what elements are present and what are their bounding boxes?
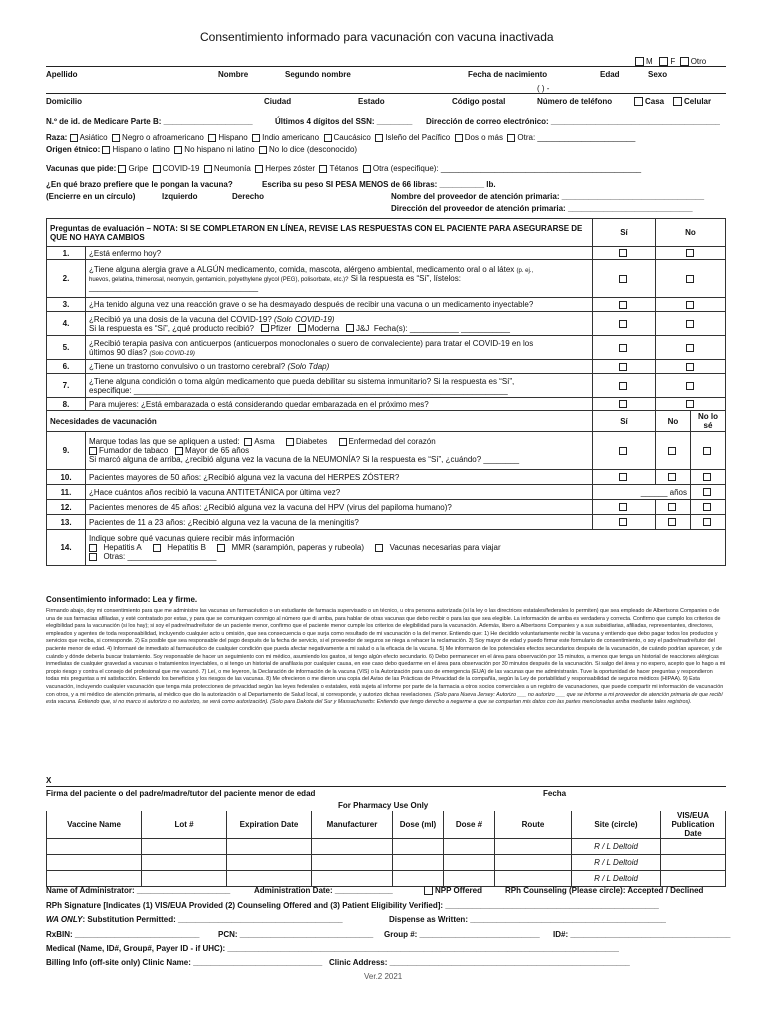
question-2 (86, 260, 593, 298)
q4-product-text: Si la respuesta es “Sí”, ¿qué producto recibió? (89, 323, 254, 333)
checkbox-icon (70, 134, 78, 142)
col-dose-num: Dose # (444, 811, 495, 839)
table-row (47, 398, 726, 411)
sex-options (635, 57, 706, 66)
rxbin-field[interactable]: RxBIN: ____________________________ (46, 930, 200, 939)
checkbox-icon (89, 447, 97, 455)
q6-no-checkbox[interactable] (656, 360, 726, 374)
col-manufacturer: Manufacturer (312, 811, 393, 839)
q4-dates-field[interactable]: Fecha(s): ___________ ___________ (373, 323, 510, 333)
signature-line[interactable] (46, 786, 726, 787)
checkbox-icon (619, 503, 627, 511)
origen-hispano-checkbox[interactable]: Hispano o latino (102, 145, 169, 154)
pharmacy-title: For Pharmacy Use Only (338, 801, 429, 810)
question-12: Pacientes menores de 45 años: ¿Recibió alguna vez la vacuna del HPV (virus del papiloma humano)? (86, 500, 593, 515)
page-title: Consentimiento informado para vacunación con vacuna inactivada (200, 30, 554, 44)
substitution-field[interactable]: : Substitution Permitted: _____________________________________ (82, 915, 343, 924)
q4-text: ¿Recibió ya una dosis de la vacuna del COVID-19? (89, 314, 272, 324)
q2-text: ¿Tiene alguna alergia grave a ALGÚN medicamento, comida, mascota, alérgeno ambiental, medicamento oral o al látex (89, 265, 515, 274)
q5-note: (Solo COVID-19) (149, 350, 195, 357)
table-row (47, 500, 726, 515)
cell[interactable] (661, 871, 726, 887)
version-label: Ver.2 2021 (364, 972, 403, 981)
pharmacy-header-row (47, 811, 726, 839)
consent-state-notes: (Solo para Nueva Jersey: Autorizo ___ no autorizo ___ que se informe a mi proveedor de atención primaria de que recibí esta vacuna. Entiendo que, si no marco si autorizo o no autorizo, se verá como autorización). (Solo para Dakota del Sur y Massachusetts: Entiendo que tengo derecho a negarme a que se compartan mis datos con las partes mencionadas arriba mediante tales registros). (46, 691, 723, 706)
proveedor-dir-field[interactable]: Dirección del proveedor de atención primaria: ____________________________ (391, 204, 693, 213)
checkbox-icon (703, 518, 711, 526)
q4-jj-checkbox[interactable]: J&J (346, 324, 369, 333)
checkbox-icon (668, 503, 676, 511)
checkbox-icon (668, 473, 676, 481)
raza-indio-checkbox[interactable]: Indio americano (252, 133, 319, 142)
q6-note: (Solo Tdap) (287, 362, 330, 371)
raza-negro-checkbox[interactable]: Negro o afroamericano (112, 133, 204, 142)
site-cell[interactable]: R / L Deltoid (572, 855, 661, 871)
question-number: 2. (47, 260, 86, 298)
q6-si-checkbox[interactable] (593, 360, 656, 374)
brazo-question: ¿En qué brazo prefiere que le pongan la vacuna? (46, 180, 233, 189)
question-11: ¿Hace cuántos años recibió la vacuna ANTITETÁNICA por última vez? (86, 485, 593, 500)
sex-otro-checkbox[interactable]: Otro (680, 57, 707, 66)
administrator-field[interactable]: Name of Administrator: _____________________ (46, 886, 231, 895)
table-row (47, 247, 726, 260)
checkbox-icon (102, 146, 110, 154)
checkbox-icon (619, 344, 627, 352)
fecha-nac-label: Fecha de nacimiento (468, 70, 548, 79)
col-no: No (656, 219, 726, 247)
q9-tabaco-checkbox[interactable]: Fumador de tabaco (89, 446, 168, 455)
site-cell[interactable]: R / L Deltoid (572, 871, 661, 887)
ciudad-label: Ciudad (264, 97, 292, 106)
needs-header: Necesidades de vacunación (47, 411, 593, 432)
col-vis-date: VIS/EUA Publication Date (661, 811, 726, 839)
col-route: Route (495, 811, 572, 839)
q13-no-checkbox[interactable] (656, 515, 691, 530)
table-row (47, 470, 726, 485)
id-field[interactable]: ID#: ____________________________________ (553, 930, 731, 939)
question-5 (86, 336, 593, 360)
q9-nolose-checkbox[interactable] (691, 432, 726, 470)
group-field[interactable]: Group #: ___________________________ (384, 930, 540, 939)
clinic-address-field[interactable]: Clinic Address: ______________________________________________________ (329, 958, 630, 967)
question-number: 8. (47, 398, 86, 411)
table-row (47, 530, 726, 566)
checkbox-icon (686, 301, 694, 309)
cell[interactable] (47, 839, 142, 855)
question-9 (86, 432, 593, 470)
question-6 (86, 360, 593, 374)
q7-no-checkbox[interactable] (656, 374, 726, 398)
col-expiration: Expiration Date (227, 811, 312, 839)
question-3: ¿Ha tenido alguna vez una reacción grave o se ha desmayado después de recibir una vacuna o un medicamento inyectable? (86, 298, 593, 312)
q2-eg: (p. ej., (516, 268, 534, 274)
estado-label: Estado (358, 97, 385, 106)
q11-nolose-checkbox[interactable] (691, 485, 726, 500)
checkbox-icon (174, 146, 182, 154)
raza-otra-checkbox[interactable]: Otra: ______________________ (507, 133, 635, 142)
q9-diabetes-checkbox[interactable]: Diabetes (286, 437, 328, 446)
counseling-field[interactable] (505, 886, 703, 895)
cell[interactable] (444, 871, 495, 887)
raza-label: Raza: (46, 133, 68, 142)
consent-body: Firmando abajo, doy mi consentimiento para que me administre las vacunas un farmacéutico o un estudiante de farmacia supervisado o un técnico, u otra persona autorizada (si la ley o las directrices estatales/federales lo permiten) que sea empleado de Albertsons Companies o de una de sus farmacias afiliadas, y esté contratado por estas, y para que se comuniquen conmigo al número que di arriba, para hablar de otras vacunas que debo recibir o para las que sea elegible. La información de arriba es verdadera y correcta. Confirmo que cumplo los criterios de elegibilidad para la vacunación (si los hay); si soy el padre/madre/tutor de un paciente menor, confirmo que el paciente menor cumple los criterios de elegibilidad para la vacunación. Además, libero a Albertsons Companies y a sus subsidiarias, afiliadas, representantes, directores, empleados y agentes de toda responsabilidad, incluyendo cualquier acto u omisión, que sea consecuencia o que surja como resultado de mi vacunación o la del menor. Entiendo que: 1) He decidido voluntariamente recibir la vacuna y entiendo que debo pagar todos los productos y servicios que reciba, si corresponde. 2) Es posible que sea responsable del pago después de la fecha de servicio, si el proveedor de seguros se niega a rehacer la reclamación. 3) Soy mayor de edad y puedo firmar este formulario de consentimiento, o soy el padre/madre/tutor del paciente menor de edad. 4) Informaré de inmediato al farmacéutico de cualquier condición que pueda afectar negativamente a mi salud o a la eficacia de la vacuna. 5) Me informaron de los potenciales efectos secundarios después de la vacunación, de cuándo podrían aparecer, y de cuándo y dónde debería buscar tratamiento. Soy responsable de hacer un seguimiento con mi médico, asumiendo los gastos, si tengo algún efecto secundario. 6) Debo permanecer en el área para observación por 15 minutos, a menos que tenga un historial de reacciones alérgicas inmediatas de cualquier gravedad a vacunas o tratamientos inyectables, o si tengo un historial de anafilaxia por cualquier causa, en ese caso debo quedarme en el área para observación por 30 minutos después de la vacunación. Si salgo del área y no espero, acepto que lo hago a mi propio riesgo y contra el consejo del profesional que me vacunó. 7) Leí, o me leyeron, la Declaración de información de la vacuna (VIS) o la Autorización para uso de emergencia (EUA) de las vacunas que me administrarán. Tuve la oportunidad de hacer preguntas y respondieron todas mis preguntas a mi satisfacción. Entiendo los beneficios y los riesgos de las vacunas. 8) Me ofrecieron o me dieron una copia del Aviso de las Prácticas de Privacidad de la compañía, según la Ley de portabilidad y responsabilidad de seguros médicos (HIPAA). 9) Esta vacunación, incluyendo cualquier vacunación que tenga más protecciones de privacidad según las leyes federales o estatales, está sujeta al informe por parte de la farmacia a otros socios comerciales a un registro de vacunaciones, que puede compartir mi información de vacunación con otros, y a mi médico de atención primaria, al médico que dio la autorización o al Departamento de Salud local, si corresponde, y autorizo dichas revelaciones. (46, 608, 726, 698)
question-8: Para mujeres: ¿Está embarazada o está considerando quedar embarazada en el próximo mes? (86, 398, 593, 411)
nombre-label: Nombre (218, 70, 249, 79)
q10-nolose-checkbox[interactable] (691, 470, 726, 485)
q3-si-checkbox[interactable] (593, 298, 656, 312)
cell[interactable] (495, 871, 572, 887)
q2-if-yes: Si la respuesta es “Sí”, lístelos: (350, 274, 461, 283)
table-row (47, 336, 726, 360)
checkbox-icon (363, 165, 371, 173)
vacunas-row (46, 164, 641, 173)
question-10: Pacientes mayores de 50 años: ¿Recibió alguna vez la vacuna del HERPES ZÓSTER? (86, 470, 593, 485)
checkbox-icon (375, 544, 383, 552)
cell[interactable] (393, 839, 444, 855)
pharmacy-table (46, 811, 726, 887)
table-row (47, 312, 726, 336)
vacuna-neumonia-checkbox[interactable]: Neumonía (204, 164, 251, 173)
checkbox-icon (703, 473, 711, 481)
q2-no-checkbox[interactable] (656, 260, 726, 298)
rph-signature-field[interactable]: RPh Signature [Indicates (1) VIS/EUA Provided (2) Counseling Offered and (3) Patient Eligibility Verified]: ________________________________________________ (46, 901, 659, 910)
q14-otras-checkbox[interactable]: Otras: ____________________ (89, 552, 216, 561)
q7-answer-field[interactable]: especifique: ____________________________________________________________________________________ (89, 385, 508, 395)
checkbox-icon (424, 886, 433, 895)
cell[interactable] (661, 855, 726, 871)
q3-no-checkbox[interactable] (656, 298, 726, 312)
npp-checkbox[interactable]: NPP Offered (424, 886, 482, 895)
q1-no-checkbox[interactable] (656, 247, 726, 260)
telefono-label: Número de teléfono (537, 97, 613, 106)
segundo-nombre-label: Segundo nombre (285, 70, 351, 79)
question-number: 3. (47, 298, 86, 312)
vacuna-tetanos-checkbox[interactable]: Tétanos (319, 164, 358, 173)
raza-caucasico-checkbox[interactable]: Caucásico (324, 133, 371, 142)
vacuna-herpes-checkbox[interactable]: Herpes zóster (255, 164, 315, 173)
domicilio-label: Domicilio (46, 97, 83, 106)
checkbox-icon (619, 249, 627, 257)
checkbox-icon (619, 363, 627, 371)
cell[interactable] (661, 839, 726, 855)
q14-hepb-checkbox[interactable]: Hepatitis B (153, 543, 206, 552)
raza-isleno-checkbox[interactable]: Isleño del Pacífico (375, 133, 450, 142)
cell[interactable] (142, 871, 227, 887)
counseling-label: RPh Counseling (Please circle): Accepted / Declined (505, 886, 704, 895)
q9-mayor-checkbox[interactable]: Mayor de 65 años (175, 446, 249, 455)
site-cell[interactable]: R / L Deltoid (572, 839, 661, 855)
origen-nohispano-checkbox[interactable]: No hispano ni latino (174, 145, 254, 154)
q13-si-checkbox[interactable] (593, 515, 656, 530)
table-row (47, 839, 726, 855)
sex-f-checkbox[interactable]: F (659, 57, 675, 66)
wa-only-label: WA ONLY (46, 915, 83, 924)
signature-date-label: Fecha (543, 789, 567, 798)
table-row (47, 871, 726, 887)
question-number: 6. (47, 360, 86, 374)
q9-text: Marque todas las que se apliquen a usted: (89, 437, 240, 446)
cell[interactable] (227, 855, 312, 871)
checkbox-icon (244, 438, 252, 446)
cell[interactable] (444, 839, 495, 855)
q5-si-checkbox[interactable] (593, 336, 656, 360)
cell[interactable] (142, 855, 227, 871)
col-vaccine-name: Vaccine Name (47, 811, 142, 839)
billing-field[interactable]: Billing Info (off-site only) Clinic Name: _____________________________ (46, 958, 323, 967)
vacuna-otra-checkbox[interactable]: Otra (especifique): _____________________________________________ (363, 164, 641, 173)
q9-corazon-checkbox[interactable]: Enfermedad del corazón (339, 437, 436, 446)
q14-hepa-checkbox[interactable]: Hepatitis A (89, 543, 142, 552)
col-no-2: No (656, 411, 691, 432)
table-row (47, 260, 726, 298)
q2-si-checkbox[interactable] (593, 260, 656, 298)
question-number: 13. (47, 515, 86, 530)
origen-label: Origen étnico: (46, 145, 101, 154)
sex-m-checkbox[interactable]: M (635, 57, 653, 66)
address-line (46, 93, 726, 94)
question-7 (86, 374, 593, 398)
date-mask: ( ) - (537, 84, 550, 93)
col-site: Site (circle) (572, 811, 661, 839)
question-number: 14. (47, 530, 86, 566)
q4-si-checkbox[interactable] (593, 312, 656, 336)
vacuna-covid-checkbox[interactable]: COVID-19 (153, 164, 200, 173)
checkbox-icon (153, 165, 161, 173)
checkbox-icon (204, 165, 212, 173)
checkbox-icon (686, 344, 694, 352)
table-row (47, 485, 726, 500)
cell[interactable] (393, 871, 444, 887)
q12-nolose-checkbox[interactable] (691, 500, 726, 515)
vacuna-gripe-checkbox[interactable]: Gripe (118, 164, 148, 173)
cell[interactable] (142, 839, 227, 855)
checkbox-icon (703, 447, 711, 455)
raza-dos-checkbox[interactable]: Dos o más (455, 133, 503, 142)
checkbox-icon (619, 275, 627, 283)
screening-header: Preguntas de evaluación – NOTA: SI SE COMPLETARON EN LÍNEA, REVISE LAS RESPUESTAS CON EL PACIENTE PARA ASEGURARSE DE QUE NO HAYA CAMBIOS (47, 219, 593, 247)
cell[interactable] (312, 855, 393, 871)
checkbox-icon (286, 438, 294, 446)
wa-only-row (46, 915, 343, 924)
table-row (47, 374, 726, 398)
q14-viajar-checkbox[interactable]: Vacunas necesarias para viajar (375, 543, 500, 552)
checkbox-icon (118, 165, 126, 173)
question-number: 9. (47, 432, 86, 470)
checkbox-icon (686, 363, 694, 371)
checkbox-icon (686, 320, 694, 328)
checkbox-icon (619, 320, 627, 328)
checkbox-icon (375, 134, 383, 142)
q14-text: Indique sobre qué vacunas quiere recibir más información (89, 534, 295, 543)
checkbox-icon (298, 324, 306, 332)
cell[interactable] (444, 855, 495, 871)
q5-text: ¿Recibió terapia pasiva con anticuerpos (anticuerpos monoclonales o suero de convaleciente) para tratar el COVID-19 en los (89, 338, 534, 348)
q12-no-checkbox[interactable] (656, 500, 691, 515)
sexo-label: Sexo (648, 70, 668, 79)
cell[interactable] (312, 871, 393, 887)
q4-pfizer-checkbox[interactable]: Pfizer (261, 324, 291, 333)
table-row (47, 360, 726, 374)
dispense-field[interactable]: Dispense as Written: ____________________________________________ (389, 915, 666, 924)
q6-text: ¿Tiene un trastorno convulsivo o un trastorno cerebral? (89, 362, 286, 371)
table-row (47, 515, 726, 530)
question-number: 10. (47, 470, 86, 485)
checkbox-icon (153, 544, 161, 552)
question-number: 4. (47, 312, 86, 336)
checkbox-icon (175, 447, 183, 455)
brazo-hint: (Encierre en un círculo) (46, 192, 136, 201)
table-row (47, 855, 726, 871)
q1-si-checkbox[interactable] (593, 247, 656, 260)
checkbox-icon (89, 544, 97, 552)
checkbox-icon (112, 134, 120, 142)
checkbox-icon (255, 165, 263, 173)
checkbox-icon (208, 134, 216, 142)
col-nolose: No lo sé (691, 411, 726, 432)
q10-si-checkbox[interactable] (593, 470, 656, 485)
checkbox-icon (668, 447, 676, 455)
q5-no-checkbox[interactable] (656, 336, 726, 360)
col-lot: Lot # (142, 811, 227, 839)
checkbox-icon (673, 97, 682, 106)
q13-nolose-checkbox[interactable] (691, 515, 726, 530)
question-number: 12. (47, 500, 86, 515)
col-si: Sí (593, 219, 656, 247)
brazo-derecho[interactable]: Derecho (232, 192, 265, 201)
question-1: ¿Está enfermo hoy? (86, 247, 593, 260)
checkbox-icon (217, 544, 225, 552)
q4-moderna-checkbox[interactable]: Moderna (298, 324, 340, 333)
q10-no-checkbox[interactable] (656, 470, 691, 485)
checkbox-icon (89, 553, 97, 561)
needs-header-row (47, 411, 726, 432)
cell[interactable] (495, 855, 572, 871)
vacunas-label: Vacunas que pide: (46, 164, 117, 173)
checkbox-icon (686, 275, 694, 283)
checkbox-icon (668, 518, 676, 526)
cell[interactable] (393, 855, 444, 871)
cell[interactable] (495, 839, 572, 855)
raza-row (46, 133, 635, 142)
signature-label: Firma del paciente o del padre/madre/tutor del paciente menor de edad (46, 789, 316, 798)
name-line (46, 66, 726, 67)
celular-checkbox[interactable]: Celular (673, 97, 711, 106)
checkbox-icon (619, 473, 627, 481)
q9-asma-checkbox[interactable]: Asma (244, 437, 274, 446)
medical-field[interactable]: Medical (Name, ID#, Group#, Payer ID - if UHC): ________________________________________________________________________________________ (46, 944, 619, 953)
q9-neumonia-field[interactable]: Si marcó alguna de arriba, ¿recibió alguna vez la vacuna de la NEUMONÍA? Si la respuesta es “Sí”, ¿cuándo? ________ (89, 455, 520, 464)
origen-row (46, 145, 357, 154)
checkbox-icon (619, 400, 627, 408)
pcn-field[interactable]: PCN: ______________________________ (218, 930, 374, 939)
ssn-field[interactable]: Últimos 4 dígitos del SSN: ________ (275, 117, 413, 126)
question-number: 5. (47, 336, 86, 360)
checkbox-icon (455, 134, 463, 142)
cell[interactable] (227, 839, 312, 855)
checkbox-icon (686, 382, 694, 390)
checkbox-icon (686, 400, 694, 408)
q9-no-checkbox[interactable] (656, 432, 691, 470)
q7-text: ¿Tiene alguna condición o toma algún medicamento que pueda debilitar su sistema inmunitario? Si la respuesta es “Sí”, (89, 376, 515, 386)
brazo-izquierdo[interactable]: Izquierdo (162, 192, 198, 201)
checkbox-icon (324, 134, 332, 142)
col-si-2: Sí (593, 411, 656, 432)
screening-table (46, 218, 726, 566)
medicare-field[interactable]: N.º de id. de Medicare Parte B: ____________________ (46, 117, 253, 126)
signature-x: X (46, 776, 52, 785)
checkbox-icon (619, 301, 627, 309)
screening-header-row (47, 219, 726, 247)
origen-nolodice-checkbox[interactable]: No lo dice (desconocido) (259, 145, 357, 154)
checkbox-icon (619, 447, 627, 455)
checkbox-icon (619, 382, 627, 390)
q2-list: huevos, gelatina, thimerosal, neomycin, gentamicin, polyethylene glycol (PEG), polisorbate, etc.)? (89, 277, 349, 283)
apellido-label: Apellido (46, 70, 78, 79)
consent-title: Consentimiento informado: Lea y firme. (46, 595, 198, 604)
question-4 (86, 312, 593, 336)
q4-note: (Solo COVID-19) (274, 314, 335, 324)
checkbox-icon (507, 134, 515, 142)
q14-mmr-checkbox[interactable]: MMR (sarampión, paperas y rubeola) (217, 543, 364, 552)
checkbox-icon (634, 97, 643, 106)
checkbox-icon (319, 165, 327, 173)
admin-date-field[interactable]: Administration Date: _____________ (254, 886, 393, 895)
q5-text-2: últimos 90 días? (89, 347, 148, 357)
table-row (47, 432, 726, 470)
question-14 (86, 530, 726, 566)
checkbox-icon (619, 518, 627, 526)
question-number: 11. (47, 485, 86, 500)
raza-hispano-checkbox[interactable]: Hispano (208, 133, 247, 142)
checkbox-icon (346, 324, 354, 332)
checkbox-icon (703, 488, 711, 496)
peso-field[interactable]: Escriba su peso SI PESA MENOS de 66 libras: __________ lb. (262, 180, 496, 189)
cell[interactable] (47, 871, 142, 887)
q12-si-checkbox[interactable] (593, 500, 656, 515)
codigo-postal-label: Código postal (452, 97, 506, 106)
cell[interactable] (227, 871, 312, 887)
edad-label: Edad (600, 70, 620, 79)
question-number: 7. (47, 374, 86, 398)
checkbox-icon (259, 146, 267, 154)
q11-years-field[interactable]: ______ años (593, 485, 691, 500)
checkbox-icon (252, 134, 260, 142)
cell[interactable] (47, 855, 142, 871)
email-field[interactable]: Dirección de correo electrónico: ______________________________________ (426, 117, 720, 126)
q2-answer-field[interactable]: ______________________________________ (89, 283, 259, 292)
question-13: Pacientes de 11 a 23 años: ¿Recibió alguna vez la vacuna de la meningitis? (86, 515, 593, 530)
q8-no-checkbox[interactable] (656, 398, 726, 411)
q7-si-checkbox[interactable] (593, 374, 656, 398)
q8-si-checkbox[interactable] (593, 398, 656, 411)
checkbox-icon (339, 438, 347, 446)
checkbox-icon (686, 249, 694, 257)
raza-asiatico-checkbox[interactable]: Asiático (70, 133, 108, 142)
col-dose-ml: Dose (ml) (393, 811, 444, 839)
table-row (47, 298, 726, 312)
question-number: 1. (47, 247, 86, 260)
cell[interactable] (312, 839, 393, 855)
q4-no-checkbox[interactable] (656, 312, 726, 336)
casa-checkbox[interactable]: Casa (634, 97, 664, 106)
consent-text (46, 608, 726, 707)
checkbox-icon (261, 324, 269, 332)
q9-si-checkbox[interactable] (593, 432, 656, 470)
proveedor-nombre-field[interactable]: Nombre del proveedor de atención primaria: ________________________________ (391, 192, 705, 201)
checkbox-icon (703, 503, 711, 511)
